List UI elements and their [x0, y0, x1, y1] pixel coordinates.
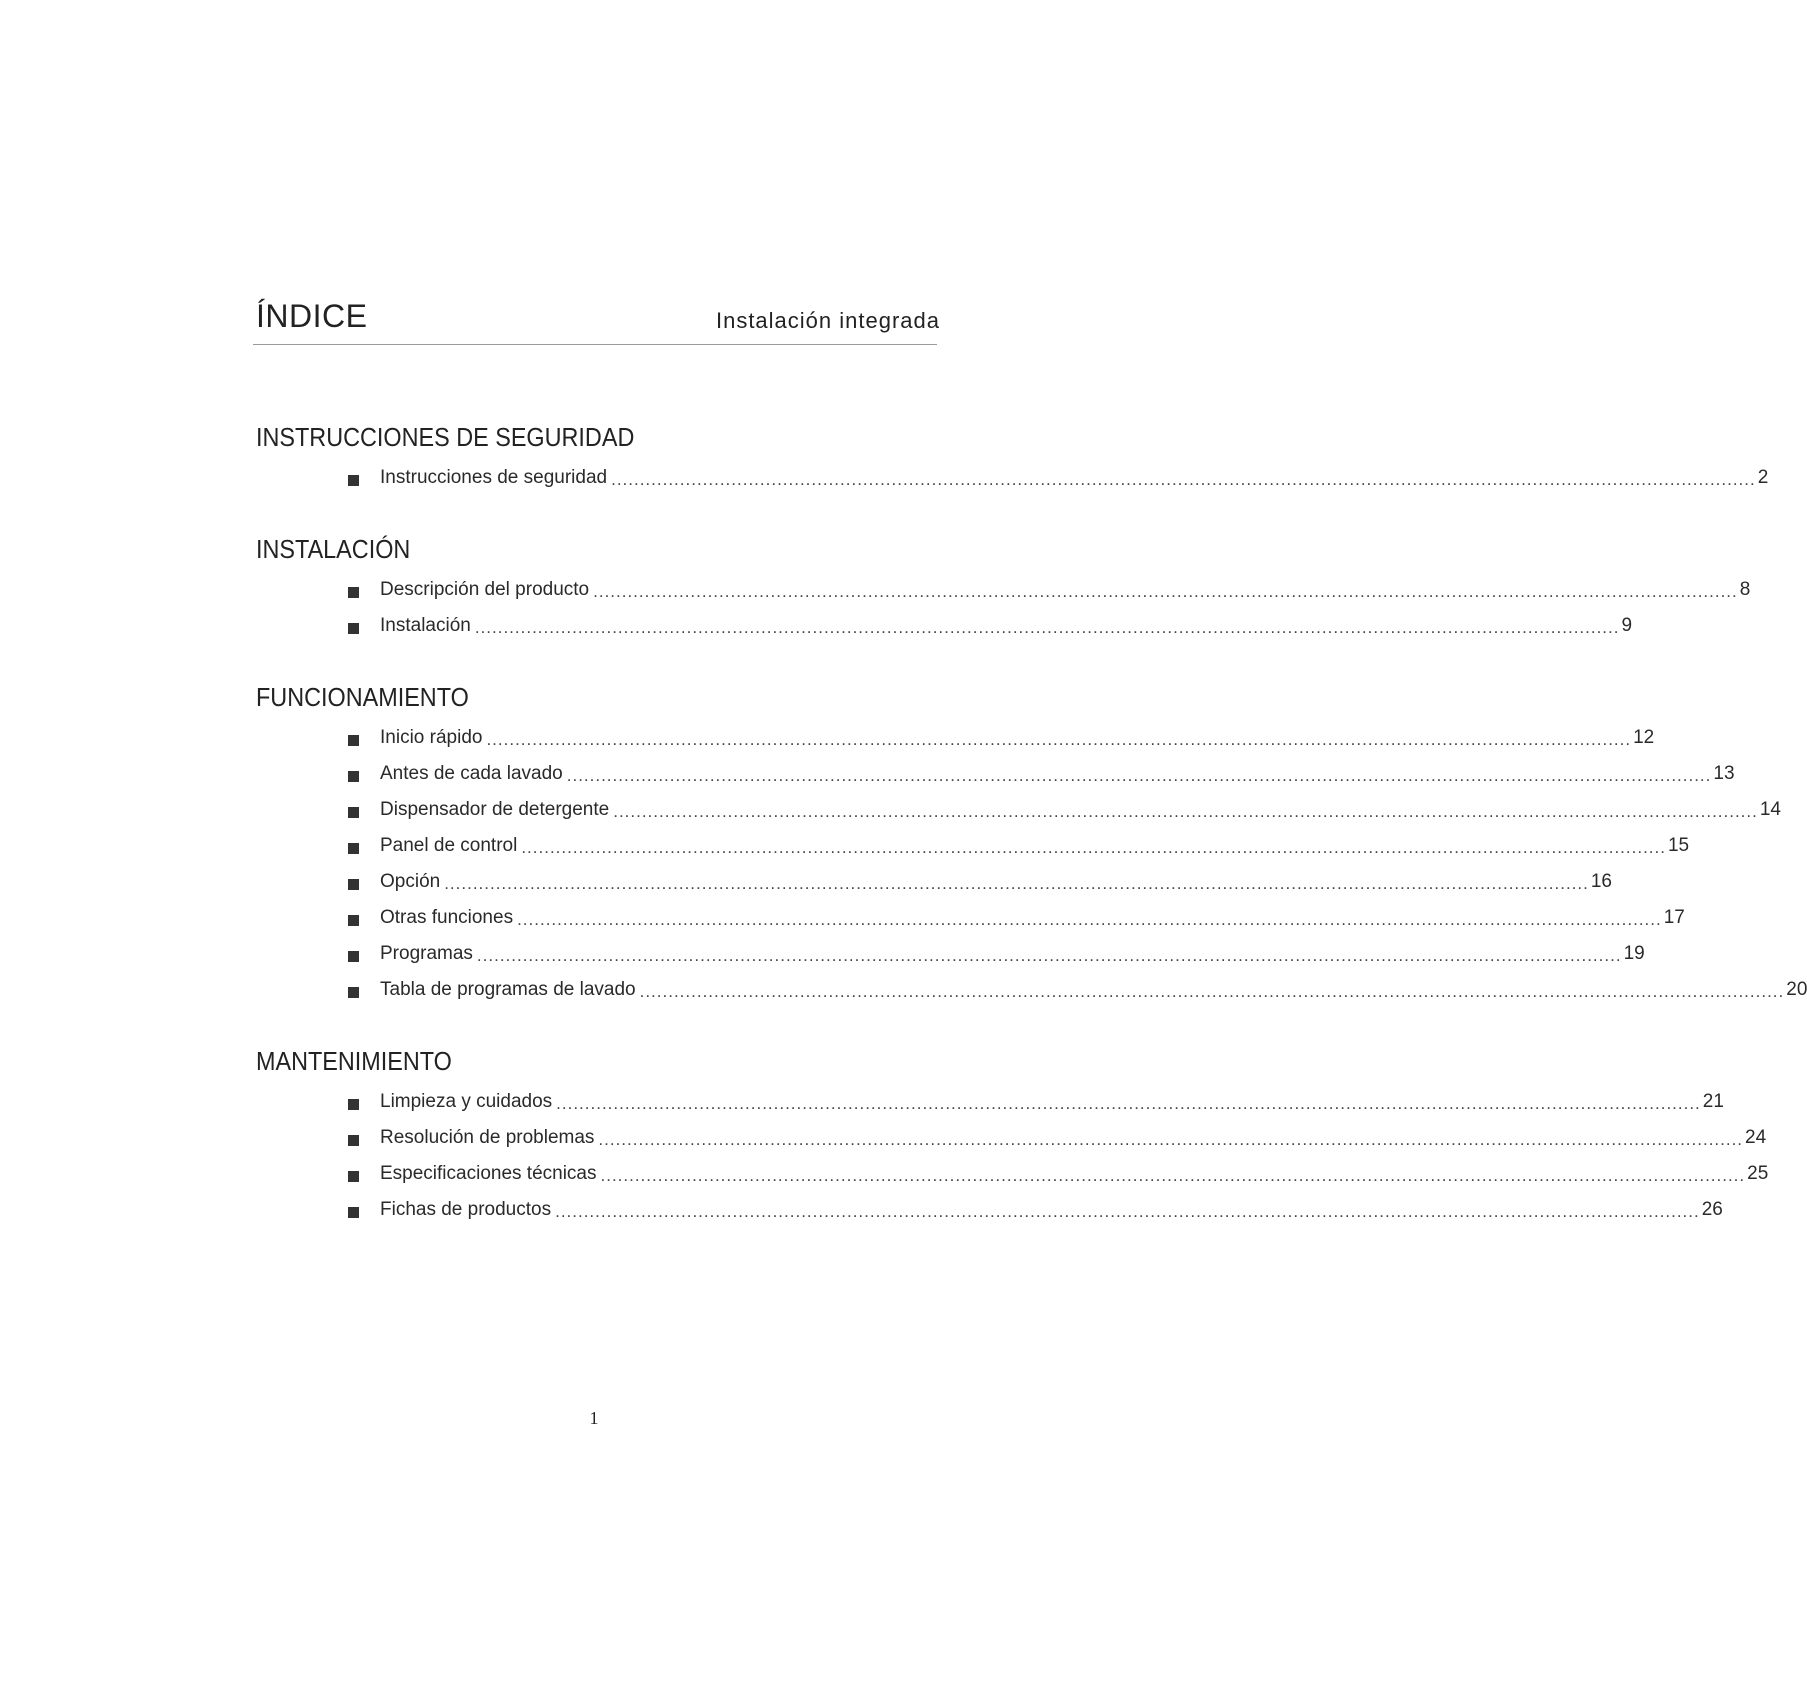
toc-entry-page: 15 — [1667, 835, 1690, 856]
dot-leader: ........................................................................................................................................................................................................ — [476, 946, 1622, 965]
section-title: MANTENIMIENTO — [256, 1046, 452, 1076]
section-title: FUNCIONAMIENTO — [256, 682, 469, 712]
toc-entry[interactable] — [256, 936, 1645, 972]
toc-entry[interactable] — [256, 756, 1735, 792]
toc-entry-label: Especificaciones técnicas — [380, 1163, 597, 1184]
page-number: 1 — [589, 1408, 599, 1428]
page-subtitle: Instalación integrada — [715, 308, 940, 333]
square-bullet-icon — [348, 987, 359, 998]
toc-entry-label: Instrucciones de seguridad — [380, 467, 608, 488]
toc-entry[interactable] — [256, 828, 1690, 864]
dot-leader: ........................................................................................................................................................................................................ — [639, 982, 1785, 1001]
square-bullet-icon — [348, 1099, 359, 1110]
toc-entry-page: 26 — [1701, 1199, 1723, 1220]
square-bullet-icon — [348, 1135, 359, 1146]
square-bullet-icon — [348, 915, 359, 926]
toc-entry-label: Opción — [380, 871, 441, 892]
dot-leader: ........................................................................................................................................................................................................ — [598, 1130, 1744, 1149]
toc-entry-page: 8 — [1739, 579, 1751, 600]
page-header — [253, 296, 940, 345]
section-entries — [256, 1084, 1769, 1228]
toc-entry-page: 13 — [1713, 763, 1735, 784]
toc-entry-label: Fichas de productos — [380, 1199, 552, 1220]
dot-leader: ........................................................................................................................................................................................................ — [486, 730, 1632, 749]
toc-entry-label: Tabla de programas de lavado — [380, 979, 636, 1000]
toc-entry-page: 9 — [1621, 615, 1633, 636]
square-bullet-icon — [348, 1171, 359, 1182]
toc-entry-label: Descripción del producto — [380, 579, 590, 600]
toc-entry-page: 12 — [1633, 727, 1655, 748]
square-bullet-icon — [348, 951, 359, 962]
toc-entry[interactable] — [256, 608, 1633, 644]
toc-entry-label: Otras funciones — [380, 907, 514, 928]
dot-leader: ........................................................................................................................................................................................................ — [444, 874, 1589, 893]
section-entries — [256, 460, 1769, 496]
toc-entry[interactable] — [256, 460, 1769, 496]
toc-entry[interactable] — [256, 792, 1781, 828]
dot-leader: ........................................................................................................................................................................................................ — [593, 582, 1738, 601]
square-bullet-icon — [348, 843, 359, 854]
toc-entry-page: 20 — [1786, 979, 1807, 1000]
toc-entry[interactable] — [256, 1192, 1723, 1228]
table-of-contents — [256, 420, 1807, 1228]
toc-entry-page: 19 — [1623, 943, 1645, 964]
toc-entry-label: Antes de cada lavado — [380, 763, 563, 784]
toc-entry[interactable] — [256, 720, 1655, 756]
square-bullet-icon — [348, 475, 359, 486]
square-bullet-icon — [348, 1207, 359, 1218]
dot-leader: ........................................................................................................................................................................................................ — [517, 910, 1662, 929]
toc-entry-label: Dispensador de detergente — [380, 799, 610, 820]
toc-entry-label: Inicio rápido — [380, 727, 483, 748]
toc-entry-page: 14 — [1759, 799, 1781, 820]
toc-section-seguridad — [256, 420, 1769, 496]
square-bullet-icon — [348, 623, 359, 634]
dot-leader: ........................................................................................................................................................................................................ — [474, 618, 1620, 637]
dot-leader: ........................................................................................................................................................................................................ — [566, 766, 1712, 785]
toc-entry-label: Panel de control — [380, 835, 518, 856]
toc-entry[interactable] — [256, 572, 1751, 608]
toc-entry[interactable] — [256, 900, 1685, 936]
toc-section-mantenimiento — [256, 1044, 1769, 1228]
section-title: INSTALACIÓN — [256, 534, 411, 564]
toc-entry-page: 24 — [1745, 1127, 1767, 1148]
square-bullet-icon — [348, 879, 359, 890]
toc-entry-label: Instalación — [380, 615, 471, 636]
square-bullet-icon — [348, 587, 359, 598]
toc-entry-page: 17 — [1663, 907, 1685, 928]
toc-entry[interactable] — [256, 1120, 1767, 1156]
toc-entry-page: 2 — [1757, 467, 1769, 488]
section-entries — [256, 572, 1751, 644]
toc-entry[interactable] — [256, 1156, 1769, 1192]
toc-entry-page: 25 — [1747, 1163, 1769, 1184]
toc-entry[interactable] — [256, 1084, 1724, 1120]
toc-entry[interactable] — [256, 972, 1807, 1008]
square-bullet-icon — [348, 771, 359, 782]
dot-leader: ........................................................................................................................................................................................................ — [556, 1094, 1701, 1113]
dot-leader: ........................................................................................................................................................................................................ — [521, 838, 1666, 857]
square-bullet-icon — [348, 735, 359, 746]
toc-entry-label: Resolución de problemas — [380, 1127, 595, 1148]
toc-entry[interactable] — [256, 864, 1612, 900]
toc-entry-page: 21 — [1702, 1091, 1724, 1112]
toc-section-instalacion — [256, 532, 1751, 644]
toc-section-funcionamiento — [256, 680, 1807, 1008]
dot-leader: ........................................................................................................................................................................................................ — [600, 1166, 1746, 1185]
dot-leader: ........................................................................................................................................................................................................ — [613, 802, 1758, 821]
toc-entry-label: Limpieza y cuidados — [380, 1091, 553, 1112]
toc-entry-page: 16 — [1590, 871, 1612, 892]
section-entries — [256, 720, 1807, 1008]
dot-leader: ........................................................................................................................................................................................................ — [611, 470, 1756, 489]
toc-entry-label: Programas — [380, 943, 473, 964]
square-bullet-icon — [348, 807, 359, 818]
page-title: ÍNDICE — [256, 298, 368, 334]
section-title: INSTRUCCIONES DE SEGURIDAD — [256, 422, 635, 452]
dot-leader: ........................................................................................................................................................................................................ — [555, 1202, 1700, 1221]
